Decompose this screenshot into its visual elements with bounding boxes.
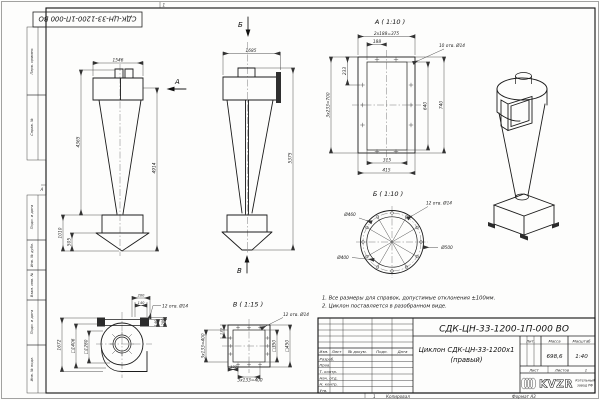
col-sign: Подп. xyxy=(376,349,388,355)
top-code-box xyxy=(33,12,142,27)
detail-a-bolt-holes xyxy=(360,57,413,153)
col-date: Дата xyxy=(397,349,408,355)
doc-code: СДК-ЦН-33-1200-1П-000 ВО xyxy=(439,324,569,335)
detail-v-dim-bottom-total: 3x133=400 xyxy=(237,378,263,384)
detail-b-holes-label: 12 отв. Ø14 xyxy=(425,201,453,207)
detail-a-ext-lines xyxy=(329,34,446,175)
zone-bottom-label: 1 xyxy=(373,394,376,399)
logo-text: KVZR xyxy=(539,378,573,391)
sheet-frame xyxy=(2,2,599,400)
margin-label: Подп. и дата xyxy=(30,204,34,230)
col-izm: Изм. xyxy=(319,349,329,355)
row-utv: Утв. xyxy=(319,387,328,393)
front-dim-hopper: 1010 xyxy=(58,227,64,239)
detail-b-view xyxy=(336,190,453,278)
front-outline xyxy=(93,69,149,251)
margin-label: Взам. инв. № xyxy=(30,272,34,298)
detail-a-dim-right-inner: 640 xyxy=(423,101,429,111)
detail-a-title: А ( 1:10 ) xyxy=(374,18,406,26)
sheets-value: 1 xyxy=(584,367,588,373)
detail-b-dia-outer: Ø500 xyxy=(441,246,453,251)
detail-a-dim-left: 233 xyxy=(342,66,348,76)
top-view xyxy=(56,294,188,379)
detail-a-leader xyxy=(413,49,444,63)
top-inlet-flange-left xyxy=(97,318,105,327)
detail-b-dia-inner: Ø400 xyxy=(337,256,349,261)
detail-a-dim-bottom-outer: 415 xyxy=(382,168,391,174)
row-nachotd: Нач. отд. xyxy=(319,375,338,381)
front-dim-width: 1546 xyxy=(112,58,124,64)
top-holes-label: 12 отв. Ø14 xyxy=(162,304,189,310)
row-prov: Пров. xyxy=(319,362,331,368)
top-dim-top-outer: 200 xyxy=(137,293,145,298)
side-inlet-flange xyxy=(276,72,281,103)
detail-v-dim-left-total: 3x133=400 xyxy=(201,333,207,359)
section-v-arrow-head xyxy=(245,255,250,263)
row-tkontr: Т. контр. xyxy=(319,369,338,374)
scale-value: 1:40 xyxy=(575,354,588,360)
company-line1: Котельный xyxy=(575,378,595,383)
row-nkontr: Н. контр. xyxy=(319,381,338,387)
margin-label: Подп. и дата xyxy=(30,309,34,335)
top-dim-sq-outer: □1406 xyxy=(71,338,77,354)
col-doc: № докум. xyxy=(348,349,367,355)
detail-a-dim-left-total: 3x233=700 xyxy=(326,92,332,118)
col-list: Лист xyxy=(331,349,342,355)
sheets-label: Листов xyxy=(554,367,570,373)
section-b-arrow-head xyxy=(246,30,251,38)
doc-name-line2: (правый) xyxy=(450,356,483,364)
top-dim-sq-inner: □1280 xyxy=(84,339,90,355)
detail-v-dim-right-inner: □350 xyxy=(272,339,278,353)
detail-b-leader-400 xyxy=(352,258,374,260)
row-razrab: Разраб. xyxy=(319,356,335,362)
iso-view xyxy=(488,73,559,241)
zone-top-label: 1 xyxy=(162,2,166,8)
lit-label: Лит. xyxy=(526,338,535,344)
front-view xyxy=(58,58,187,257)
scale-label: Масштаб xyxy=(572,338,591,344)
iso-cylinder xyxy=(497,89,547,121)
zone-left-label: А xyxy=(40,187,44,192)
detail-v-title: В ( 1:15 ) xyxy=(232,300,264,309)
margin-label: Инв. № дубл. xyxy=(30,242,34,268)
side-dim-width: 1685 xyxy=(245,49,257,54)
iso-stub-sides xyxy=(516,76,532,84)
side-outline xyxy=(222,68,278,250)
detail-v-holes-label: 12 отв. Ø14 xyxy=(282,313,310,318)
rotated-code-text: СДК-ЦН-33-1200-1П-000 ВО xyxy=(38,14,137,23)
footer-format-label: Формат А3 xyxy=(512,394,536,399)
note-line-2: 2. Циклон поставляется в разобранном виде. xyxy=(322,303,447,310)
detail-a-dim-top-total: 2x188=375 xyxy=(373,32,400,37)
detail-a-dim-top: 188 xyxy=(372,40,382,45)
doc-name-line1: Циклон СДК-ЦН-33-1200х1 xyxy=(418,346,515,354)
margin-label: Перв. примен. xyxy=(30,47,34,75)
main-frame xyxy=(46,8,595,393)
detail-b-title: Б ( 1:10 ) xyxy=(372,190,404,198)
section-a-label: А xyxy=(175,78,180,86)
sheet-border xyxy=(2,2,599,399)
top-dim-depth: 1672 xyxy=(57,339,63,351)
top-leader xyxy=(150,306,162,319)
top-volute-scroll xyxy=(102,350,148,372)
detail-a-view xyxy=(325,18,465,175)
iso-feet xyxy=(488,222,559,241)
top-dim-right-outer: 200 xyxy=(160,318,165,326)
sheet-label: Лист xyxy=(529,367,539,373)
detail-v-view xyxy=(200,301,309,384)
detail-b-dia-bolt: Ø460 xyxy=(344,213,356,218)
margin-label: Инв. № подл. xyxy=(30,356,34,382)
front-dim-height-right: 4914 xyxy=(152,162,158,174)
detail-a-inner xyxy=(367,62,407,150)
note-line-1: 1. Все размеры для справок, допустимые отклонения ±100мм. xyxy=(322,295,496,302)
company-line2: завод РФ xyxy=(577,383,593,388)
detail-b-leader-holes xyxy=(408,207,429,219)
footer-copy-label: Копировал xyxy=(386,394,410,399)
mass-value: 698,6 xyxy=(546,354,563,360)
front-dim-cone: 505 xyxy=(67,237,73,247)
top-inlet-strip xyxy=(105,320,140,326)
detail-v-dim-right-outer: □450 xyxy=(285,339,291,353)
title-block xyxy=(318,318,595,393)
section-v-label: В xyxy=(237,267,242,275)
detail-a-dim-bottom-inner: 315 xyxy=(382,158,392,164)
logo xyxy=(521,378,595,391)
front-dim-height-left: 4365 xyxy=(76,136,82,148)
margin-label: Справ. № xyxy=(30,118,34,136)
iso-inlet-duct xyxy=(501,97,532,131)
top-dim-top-inner: 140 xyxy=(137,301,145,306)
top-dim-right-inner: 140 xyxy=(153,319,158,327)
top-inlet-flange-right xyxy=(140,318,149,327)
front-ext-lines xyxy=(61,62,159,251)
detail-a-dim-right-outer: 740 xyxy=(439,100,445,110)
margin-strip xyxy=(27,27,46,393)
detail-v-ext-lines xyxy=(204,325,292,379)
detail-a-holes-label: 10 отв. Ø14 xyxy=(438,44,466,49)
side-dim-height: 5375 xyxy=(288,152,294,164)
section-a-arrow-head xyxy=(167,87,175,92)
detail-v-dim-bottom: 133 xyxy=(230,365,237,369)
notes xyxy=(322,296,495,310)
side-view xyxy=(222,17,295,275)
detail-v-leader xyxy=(261,318,283,329)
section-b-label: Б xyxy=(238,21,243,29)
detail-v-dim-left: 133 xyxy=(219,328,224,335)
iso-cap xyxy=(497,78,547,100)
mass-label: Масса xyxy=(548,338,561,344)
